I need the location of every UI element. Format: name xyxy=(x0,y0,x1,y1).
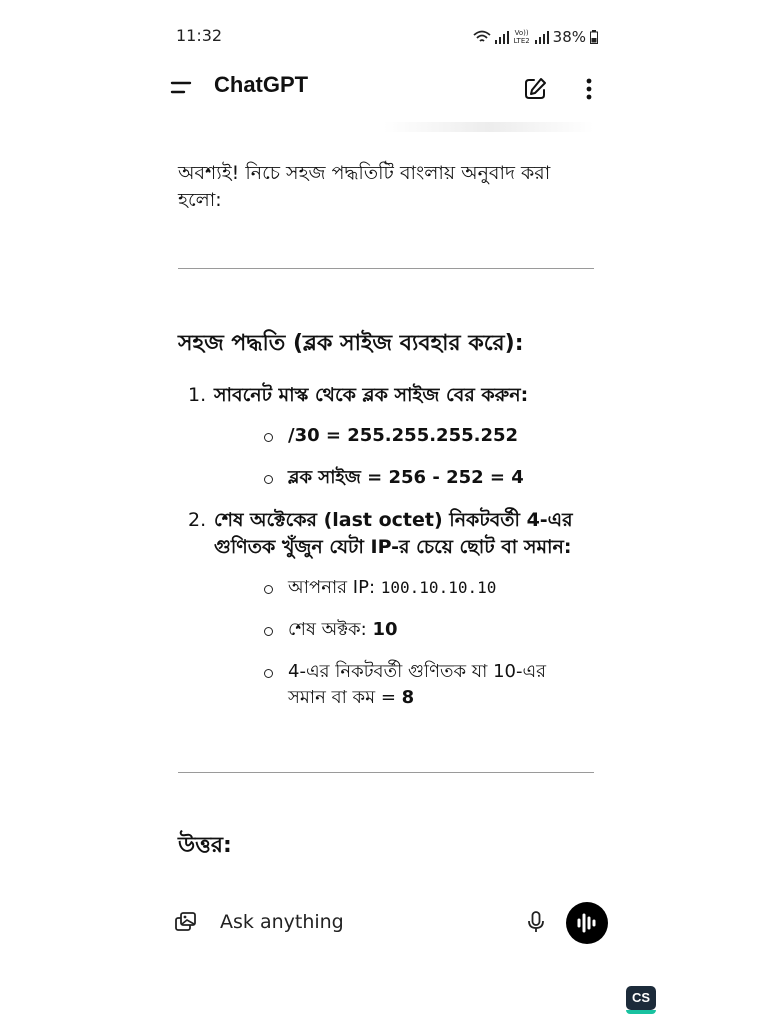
list-item xyxy=(178,507,598,711)
status-icons xyxy=(473,28,598,46)
microphone-icon xyxy=(518,904,554,940)
list-item xyxy=(214,465,598,491)
watermark-label: CS xyxy=(626,986,656,1010)
voice-mode-button[interactable] xyxy=(566,902,608,944)
new-chat-button[interactable] xyxy=(520,74,550,104)
divider xyxy=(178,268,594,269)
voice-mode-icon xyxy=(566,902,608,944)
camscanner-watermark xyxy=(626,986,656,1014)
scroll-fade xyxy=(384,122,594,132)
wifi-icon xyxy=(473,30,491,44)
bullet-icon xyxy=(264,433,273,442)
list-item xyxy=(178,382,598,491)
signal-icon xyxy=(495,30,509,44)
sub-item-text: /30 = 255.255.255.252 xyxy=(288,425,519,446)
step-title: শেষ অক্টেকের (last octet) নিকটবর্তী 4-এর গুণিতক খুঁজুন যেটা IP-র চেয়ে ছোট বা সমান: xyxy=(214,509,573,558)
step-number: 2. xyxy=(188,509,207,531)
sub-item-value: 8 xyxy=(401,687,415,708)
bullet-icon xyxy=(264,585,273,594)
bullet-icon xyxy=(264,669,273,678)
sub-item-prefix: শেষ অক্টক: xyxy=(288,619,373,640)
steps-list xyxy=(178,382,598,711)
status-time: 11:32 xyxy=(176,26,223,45)
assistant-message xyxy=(178,160,596,858)
step-title: সাবনেট মাস্ক থেকে ব্লক সাইজ বের করুন: xyxy=(214,384,529,406)
sub-list xyxy=(214,423,598,491)
status-bar xyxy=(176,26,598,50)
step-number: 1. xyxy=(188,384,207,406)
answer-title: উত্তর: xyxy=(178,833,232,858)
sub-item-text: ব্লক সাইজ = 256 - 252 = 4 xyxy=(288,467,524,488)
app-header xyxy=(168,66,608,110)
menu-button[interactable] xyxy=(168,74,198,102)
watermark-bar xyxy=(626,1010,656,1014)
list-item xyxy=(214,423,598,449)
new-chat-icon xyxy=(520,74,550,104)
signal-icon-2 xyxy=(535,30,549,44)
more-vertical-icon xyxy=(578,74,600,104)
sub-item-value: 10 xyxy=(372,619,398,640)
menu-icon xyxy=(168,74,198,102)
sub-item-prefix: 4-এর নিকটবর্তী গুণিতক যা 10-এর সমান বা কম = xyxy=(288,661,547,708)
composer xyxy=(164,896,612,948)
sub-list xyxy=(214,575,598,711)
intro-text: অবশ্যই! নিচে সহজ পদ্ধতিটি বাংলায় অনুবাদ করা হলো: xyxy=(178,162,551,211)
section-title: সহজ পদ্ধতি (ব্লক সাইজ ব্যবহার করে): xyxy=(178,331,524,356)
bullet-icon xyxy=(264,627,273,636)
network-label: Vo)) LTE2 xyxy=(513,29,530,45)
attach-icon xyxy=(168,904,204,940)
sub-item-prefix: আপনার IP: xyxy=(288,577,381,598)
app-title: ChatGPT xyxy=(214,72,309,97)
ip-code: 100.10.10.10 xyxy=(380,578,497,597)
battery-percent: 38% xyxy=(552,28,586,46)
ask-input[interactable] xyxy=(218,906,502,938)
more-options-button[interactable] xyxy=(578,74,600,104)
list-item xyxy=(214,617,598,643)
divider xyxy=(178,772,594,773)
bullet-icon xyxy=(264,475,273,484)
microphone-button[interactable] xyxy=(518,904,554,940)
battery-icon xyxy=(590,30,598,44)
attach-button[interactable] xyxy=(168,904,204,940)
list-item xyxy=(214,575,598,601)
list-item xyxy=(214,659,558,711)
